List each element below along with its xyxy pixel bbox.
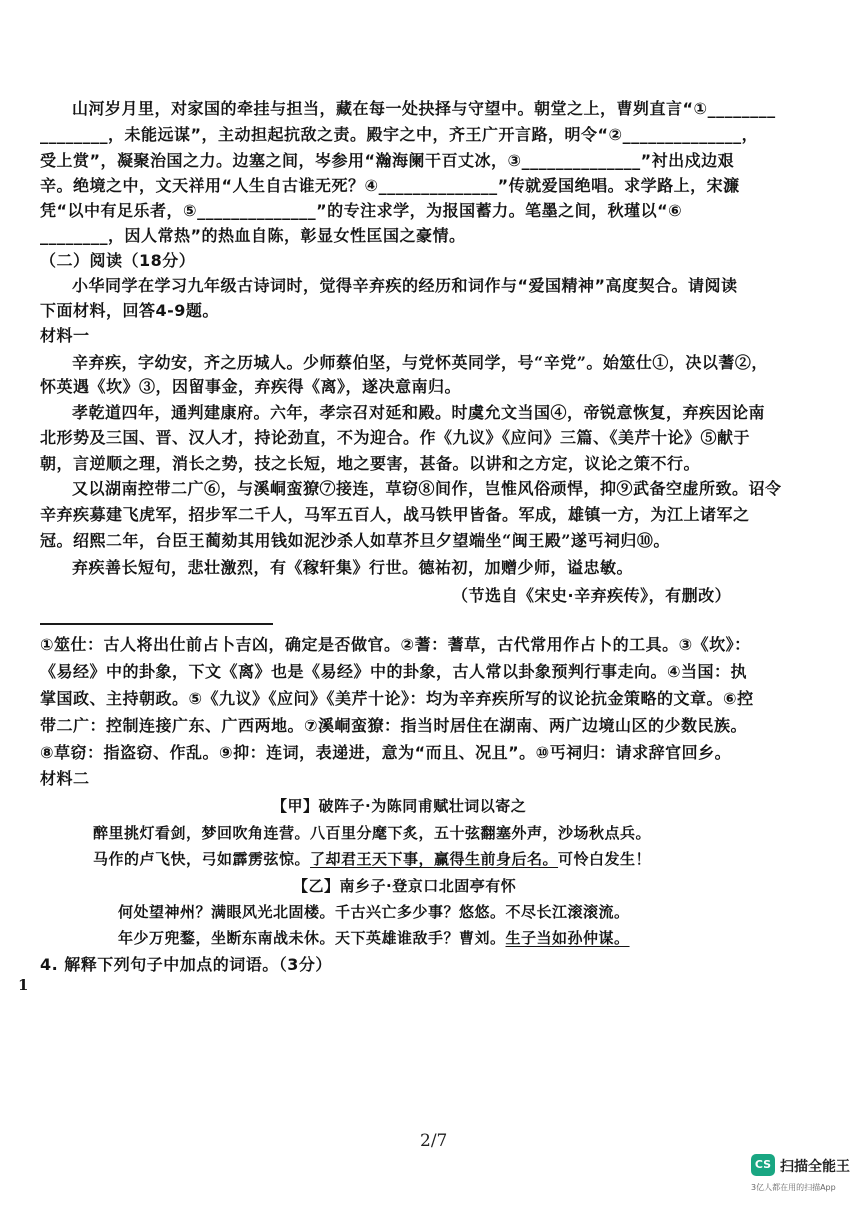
passage-line: 凭“以中有足乐者，⑤______________”的专注求学，为报国蓄力。笔墨之间，秋瑾以“⑥ [40,201,683,220]
material-text-line: 辛弃疾募建飞虎军，招步军二千人，马军五百人，战马铁甲皆备。军成，雄镇一方，为江上诸军之 [40,505,750,524]
note-line: 掌国政、主持朝政。⑤《九议》《应问》《美芹十论》：均为辛弃疾所写的议论抗金策略的文章。⑥控 [40,689,754,708]
poem-line: 何处望神州？满眼风光北固楼。千古兴亡多少事？悠悠。不尽长江滚滚流。 [118,903,630,921]
material-text-line: 冠。绍熙二年，台臣王蔺劾其用钱如泥沙杀人如草芥旦夕望端坐“闽王殿”遂丐祠归⑩。 [40,531,670,550]
underlined-sentence: 生子当如孙仲谋。 [505,929,630,947]
question-4: 4. 解释下列句子中加点的词语。（3分） [40,955,332,974]
poem-line: 醉里挑灯看剑，梦回吹角连营。八百里分麾下炙，五十弦翻塞外声，沙场秋点兵。 [93,824,652,842]
note-line: 《易经》中的卦象，下文《离》也是《易经》中的卦象，古人常以卦象预判行事走向。④当国：执 [40,662,748,681]
material-text-line: 怀英遇《坎》③，因留事金，弃疾得《离》，遂决意南归。 [40,377,462,396]
material-label: 材料二 [40,769,90,788]
watermark-app-name: 扫描全能王 [780,1159,850,1175]
note-line: ①筮仕：古人将出仕前占卜吉凶，确定是否做官。②蓍：蓍草，古代常用作占卜的工具。③《坎》： [40,635,751,654]
poem-line-part: 马作的卢飞快，弓如霹雳弦惊。 [93,850,311,868]
poem-title: 【甲】破阵子·为陈同甫赋壮词以寄之 [272,797,527,815]
camscanner-logo-icon: CS [751,1154,775,1176]
material-text-line: 辛弃疾，字幼安，齐之历城人。少师蔡伯坚，与党怀英同学，号“辛党”。始筮仕①，决以蓍②， [72,353,768,372]
material-label: 材料一 [40,326,90,345]
passage-line: 辛。绝境之中，文天祥用“人生自古谁无死？④______________”传就爱国绝唱。求学路上，宋濂 [40,176,740,195]
material-text-line: 朝，言逆顺之理，消长之势，技之长短，地之要害，甚备。以讲和之方定，议论之策不行。 [40,454,701,473]
scanner-watermark [747,1150,863,1212]
margin-mark: 1 [18,976,29,994]
passage-line: 受上赏”，凝聚治国之力。边塞之间，岑参用“瀚海阑干百丈冰，③______________”衬出戍边艰 [40,151,735,170]
poem-line [93,848,651,869]
section-intro: 小华同学在学习九年级古诗词时，觉得辛弃疾的经历和词作与“爱国精神”高度契合。请阅读 [72,276,738,295]
material-text-line: 又以湖南控带二广⑥，与溪峒蛮獠⑦接连，草窃⑧间作，岂惟风俗顽悍，抑⑨武备空虚所致。诏令 [72,479,782,498]
note-line: 带二广：控制连接广东、广西两地。⑦溪峒蛮獠：指当时居住在湖南、两广边境山区的少数民族。 [40,716,748,735]
poem-title: 【乙】南乡子·登京口北固亭有怀 [293,877,517,895]
footnote-divider [40,623,273,625]
poem-line-part: 年少万兜鍪，坐断东南战未休。天下英雄谁敌手？曹刘。 [118,929,506,947]
material-text-line: 孝乾道四年，通判建康府。六年，孝宗召对延和殿。时虞允文当国④，帝锐意恢复，弃疾因论南 [72,403,766,422]
material-source: （节选自《宋史·辛弃疾传》，有删改） [452,586,732,605]
note-line: ⑧草窃：指盗窃、作乱。⑨抑：连词，表递进，意为“而且、况且”。⑩丐祠归：请求辞官回乡。 [40,743,732,762]
poem-line [118,927,630,948]
passage-line: ________，因人常热”的热血自陈，彰显女性匡国之豪情。 [40,226,466,245]
section-heading: （二）阅读（18分） [40,251,196,270]
section-intro: 下面材料，回答4-9题。 [40,301,219,320]
passage-line: 山河岁月里，对家国的牵挂与担当，藏在每一处抉择与守望中。朝堂之上，曹刿直言“①________ [72,99,776,118]
poem-line-part: 可怜白发生！ [558,850,652,868]
material-text-line: 弃疾善长短句，悲壮激烈，有《稼轩集》行世。德祐初，加赠少师，谥忠敏。 [72,558,634,577]
watermark-tagline: 3亿人都在用的扫描App [751,1183,836,1192]
page-number: 2/7 [420,1131,448,1151]
material-text-line: 北形势及三国、晋、汉人才，持论劲直，不为迎合。作《九议》《应问》三篇、《美芹十论》⑤献于 [40,428,751,447]
underlined-sentence: 了却君王天下事，赢得生前身后名。 [310,850,559,868]
passage-line: ________，未能远谋”，主动担起抗敌之责。殿宇之中，齐王广开言路，明令“②______________， [40,125,759,144]
